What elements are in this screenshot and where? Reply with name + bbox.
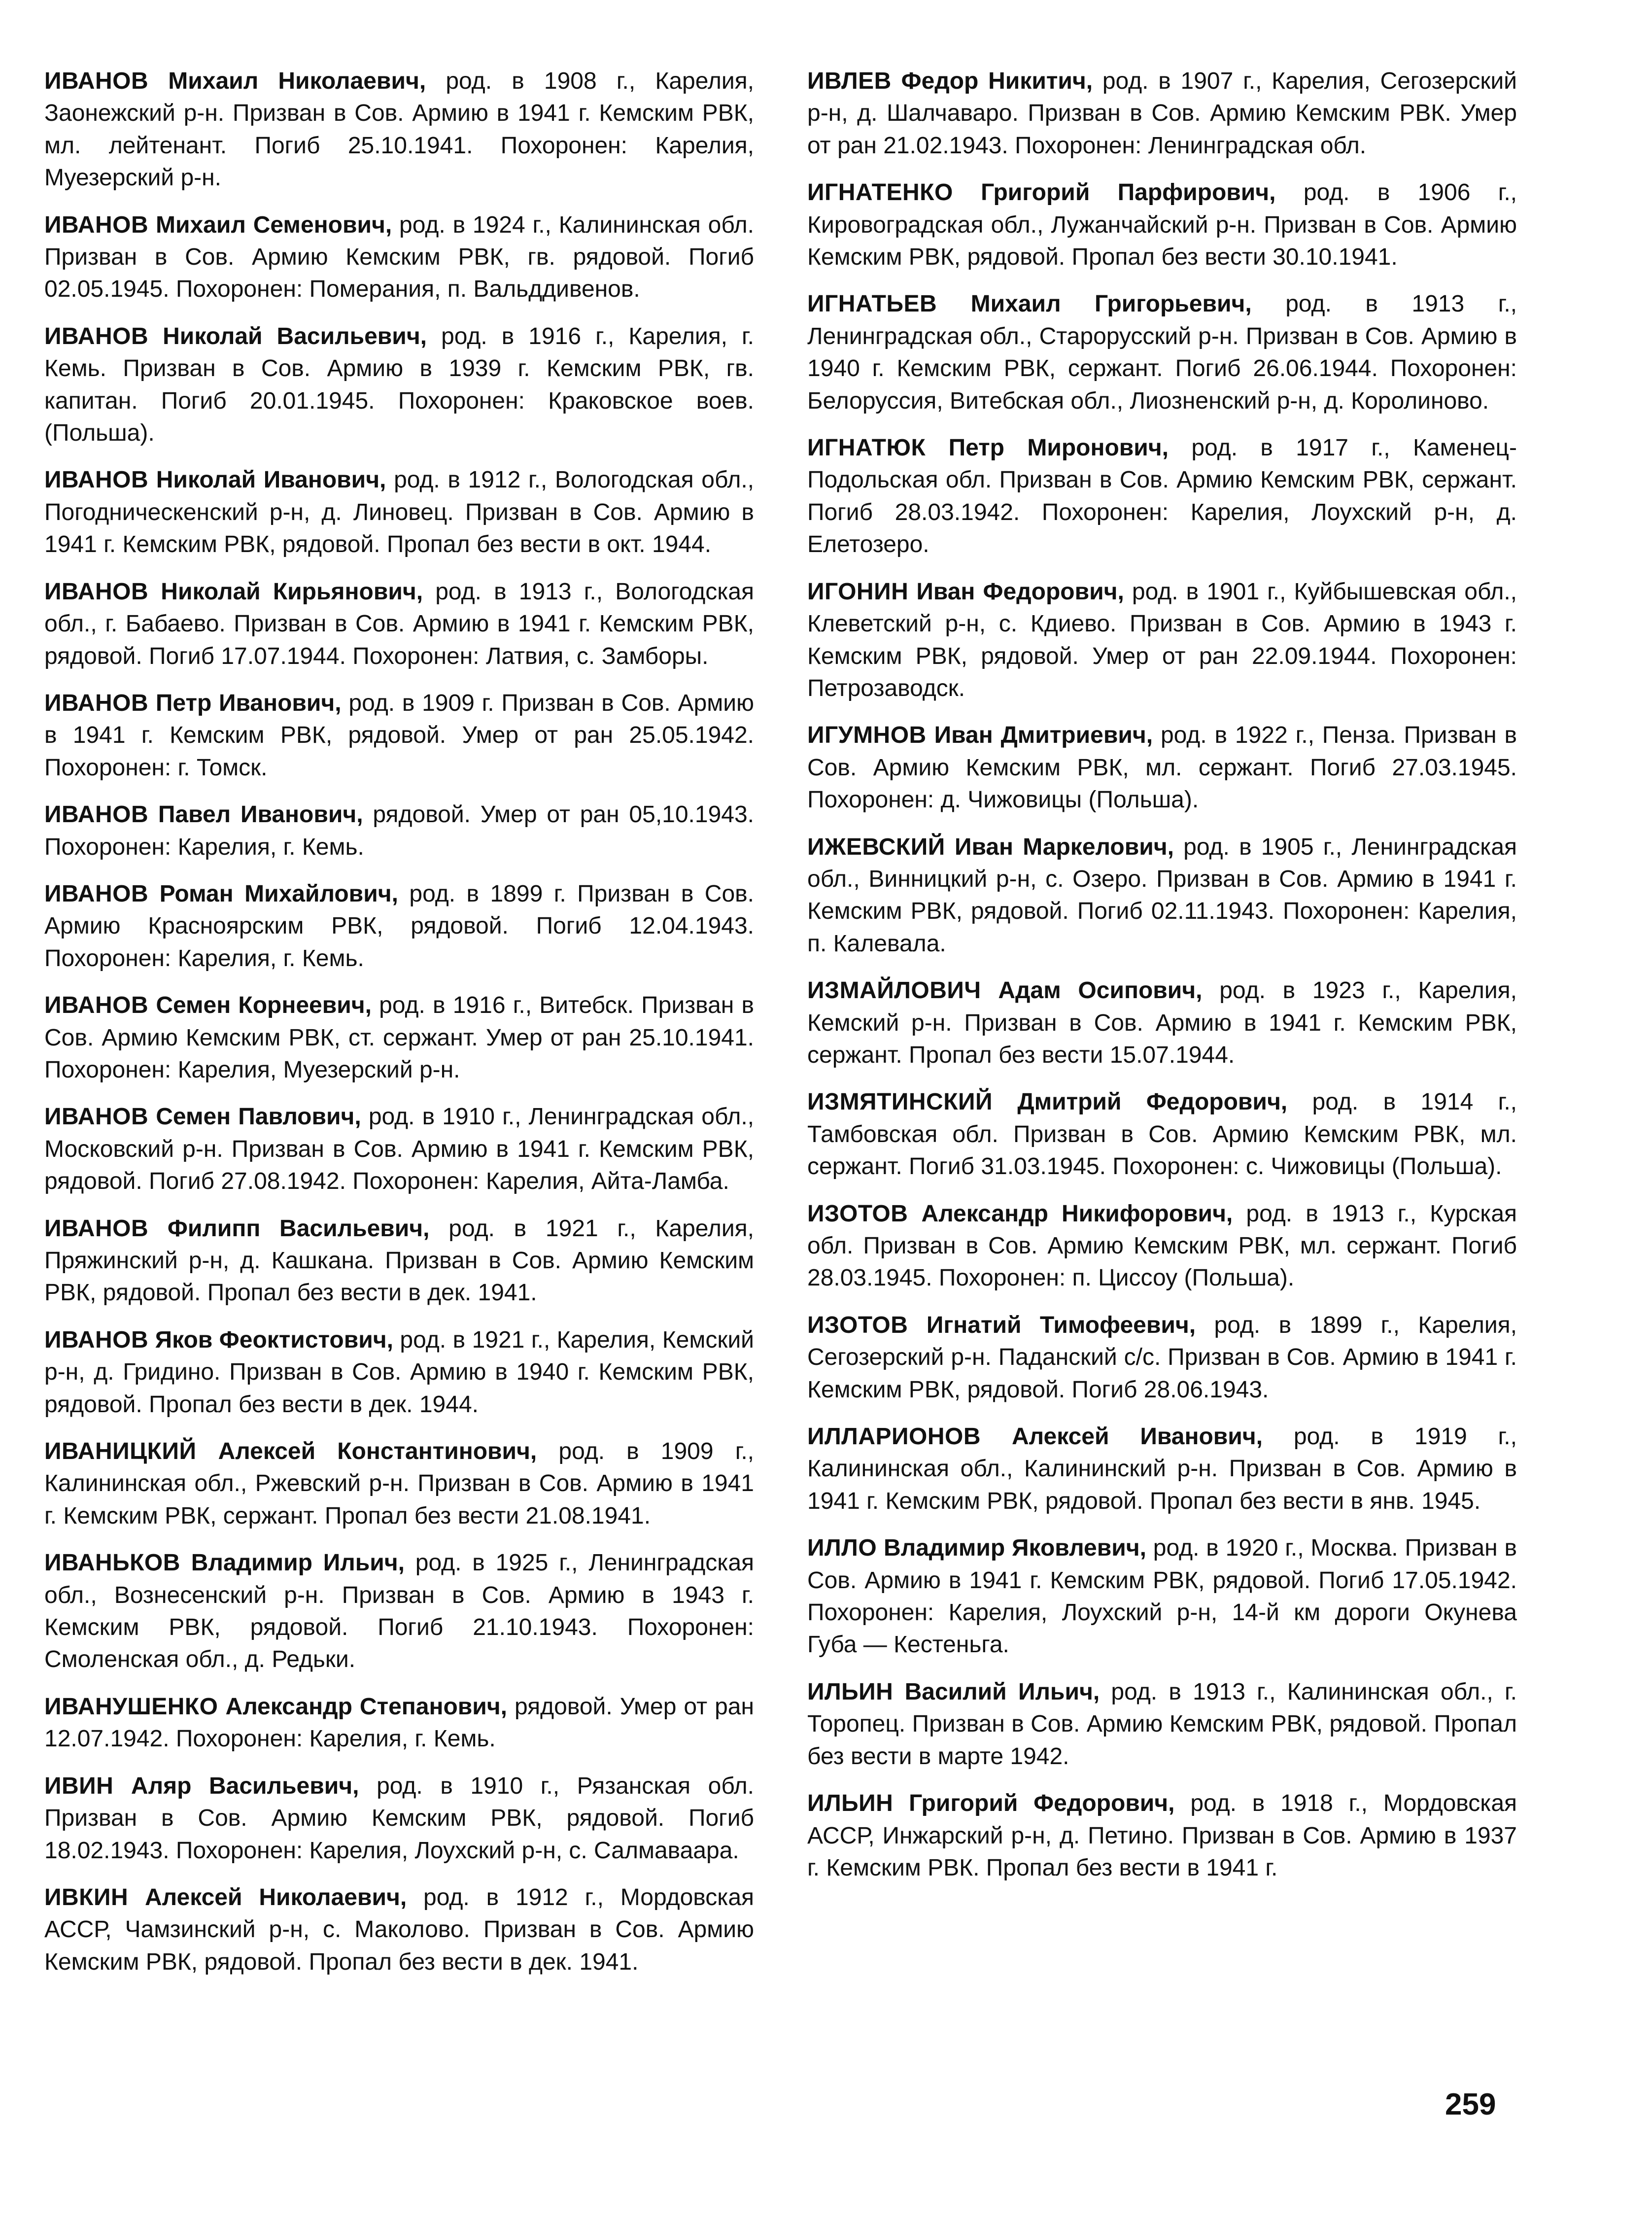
entry-text: род. в 1920 г., Москва. Призван в Сов. Армию в 1941 г. Кемским РВК, рядовой. Погиб 17.05.1942. Похоронен: Карелия, Лоухский р-н, 14-й км дороги Окунева Губа — Кестеньга. [807,1535,1517,1658]
entry-given-name: Иван Федорович, [916,578,1124,605]
register-entry [44,989,754,1086]
entry-given-name: Яков Феоктистович, [155,1326,393,1353]
entry-text: род. в 1913 г., Курская обл. Призван в Сов. Армию Кемским РВК, мл. сержант. Погиб 28.03.1945. Похоронен: п. Циссоу (Польша). [807,1200,1517,1291]
entry-surname: ИВАНУШЕНКО [44,1693,218,1720]
register-entry [807,1787,1517,1884]
entry-text: род. в 1912 г., Мордовская АССР, Чамзинский р-н, с. Маколово. Призван в Сов. Армию Кемским РВК, рядовой. Пропал без вести в дек. 1941. [44,1884,755,1975]
entry-given-name: Алексей Николаевич, [145,1884,407,1911]
entry-given-name: Иван Маркелович, [954,834,1174,860]
entry-surname: ИВКИН [44,1884,129,1911]
entry-surname: ИЗОТОВ [807,1312,908,1338]
entry-text: род. в 1910 г., Ленинградская обл., Московский р-н. Призван в Сов. Армию в 1941 г. Кемским РВК, рядовой. Погиб 27.08.1942. Похоронен: Карелия, Айта-Ламба. [44,1104,754,1195]
register-entry [44,1324,754,1421]
entry-text: род. в 1908 г., Карелия, Заонежский р-н. Призван в Сов. Армию в 1941 г. Кемским РВК, мл. лейтенант. Погиб 25.10.1941. Похоронен: Карелия, Муезерский р-н. [44,68,754,191]
entry-text: род. в 1925 г., Ленинградская обл., Вознесенский р-н. Призван в Сов. Армию в 1943 г. Кемским РВК, рядовой. Погиб 21.10.1943. Похоронен: Смоленская обл., д. Редьки. [44,1550,754,1673]
entry-text: род. в 1899 г., Карелия, Сегозерский р-н. Паданский с/с. Призван в Сов. Армию в 1941 г. Кемским РВК, рядовой. Погиб 28.06.1943. [807,1312,1517,1403]
entry-surname: ИВАНОВ [44,801,149,828]
entry-given-name: Петр Иванович, [155,690,342,716]
entry-surname: ИЛЬИН [807,1678,894,1705]
entry-given-name: Михаил Семенович, [155,211,392,238]
register-entry [44,1101,754,1197]
entry-surname: ИЗМАЙЛОВИЧ [807,977,981,1004]
register-entry [807,576,1517,705]
entry-given-name: Алексей Константинович, [218,1438,537,1465]
entry-text: род. в 1905 г., Ленинградская обл., Винницкий р-н, с. Озеро. Призван в Сов. Армию в 1941 г. Кемским РВК, рядовой. Погиб 02.11.1943. Похоронен: Карелия, п. Калевала. [807,834,1517,957]
register-entry [44,1547,754,1676]
entry-given-name: Владимир Яковлевич, [884,1535,1146,1562]
entry-given-name: Николай Иванович, [156,467,386,493]
register-entry [44,1691,754,1755]
entry-surname: ИГНАТЕНКО [807,179,953,206]
page-number: 259 [1445,2087,1496,2121]
entry-text: род. в 1899 г. Призван в Сов. Армию Красноярским РВК, рядовой. Погиб 12.04.1943. Похоронен: Карелия, г. Кемь. [44,880,754,972]
entry-text: род. в 1909 г., Калининская обл., Ржевский р-н. Призван в Сов. Армию в 1941 г. Кемским РВК, сержант. Пропал без вести 21.08.1941. [44,1438,755,1529]
entry-surname: ИВИН [44,1772,114,1799]
entry-given-name: Григорий Парфирович, [981,179,1276,206]
entry-surname: ИВАНОВ [44,690,149,716]
entry-given-name: Алексей Иванович, [1011,1424,1263,1450]
entry-given-name: Александр Степанович, [225,1693,507,1720]
entry-text: род. в 1918 г., Мордовская АССР, Инжарский р-н, д. Петино. Призван в Сов. Армию в 1937 г. Кемским РВК. Пропал без вести в 1941 г. [807,1790,1517,1881]
register-entry [807,831,1517,960]
entry-surname: ИВАНОВ [44,211,149,238]
entry-text: рядовой. Умер от ран 12.07.1942. Похоронен: Карелия, г. Кемь. [44,1693,754,1752]
entry-surname: ИЛЛО [807,1535,877,1562]
entry-given-name: Аляр Васильевич, [131,1772,359,1799]
entry-given-name: Григорий Федорович, [909,1790,1175,1817]
entry-surname: ИВАНОВ [44,1326,149,1353]
entry-surname: ИЛЛАРИОНОВ [807,1424,981,1450]
entry-given-name: Николай Кирьянович, [161,578,423,605]
entry-given-name: Михаил Григорьевич, [970,291,1252,317]
entry-surname: ИГУМНОВ [807,722,927,749]
entry-given-name: Николай Васильевич, [163,323,427,349]
register-entry [807,719,1517,816]
entry-surname: ИВАНОВ [44,992,149,1019]
entry-given-name: Василий Ильич, [904,1678,1100,1705]
entry-text: род. в 1923 г., Карелия, Кемский р-н. Призван в Сов. Армию в 1941 г. Кемским РВК, сержант. Пропал без вести 15.07.1944. [807,977,1517,1068]
register-entry [807,1421,1517,1517]
register-entry [807,1532,1517,1661]
register-entry [807,65,1517,162]
entry-text: род. в 1906 г., Кировоградская обл., Лужанчайский р-н. Призван в Сов. Армию Кемским РВК, рядовой. Пропал без вести 30.10.1941. [807,179,1517,271]
entry-surname: ИГОНИН [807,578,909,605]
register-entry [44,1435,754,1532]
entry-surname: ИВАНОВ [44,1104,149,1130]
entry-text: род. в 1907 г., Карелия, Сегозерский р-н, д. Шалчаваро. Призван в Сов. Армию Кемским РВК. Умер от ран 21.02.1943. Похоронен: Ленинградская обл. [807,68,1517,159]
entry-text: род. в 1901 г., Куйбышевская обл., Клеветский р-н, с. Кдиево. Призван в Сов. Армию в 1943 г. Кемским РВК, рядовой. Умер от ран 22.09.1944. Похоронен: Петрозаводск. [807,578,1517,701]
entry-given-name: Филипп Васильевич, [167,1215,430,1242]
entry-text: род. в 1916 г., Витебск. Призван в Сов. Армию Кемским РВК, ст. сержант. Умер от ран 25.10.1941. Похоронен: Карелия, Муезерский р-н. [44,992,755,1083]
entry-text: род. в 1921 г., Карелия, Пряжинский р-н, д. Кашкана. Призван в Сов. Армию Кемским РВК, рядовой. Пропал без вести в дек. 1941. [44,1215,755,1306]
entry-surname: ИЗМЯТИНСКИЙ [807,1089,993,1115]
register-entry [44,320,754,450]
entry-surname: ИВЛЕВ [807,68,892,94]
entry-text: род. в 1916 г., Карелия, г. Кемь. Призван в Сов. Армию в 1939 г. Кемским РВК, гв. капитан. Погиб 20.01.1945. Похоронен: Краковское воев. (Польша). [44,323,755,447]
entry-text: род. в 1913 г., Ленинградская обл., Старорусский р-н. Призван в Сов. Армию в 1940 г. Кемским РВК, сержант. Погиб 26.06.1944. Похоронен: Белоруссия, Витебская обл., Лиозненский р-н, д. Королиново. [807,291,1517,414]
entry-surname: ИЛЬИН [807,1790,894,1817]
register-entry [44,209,754,306]
register-entry [44,799,754,863]
register-entry [807,176,1517,273]
register-entry [807,432,1517,561]
entry-text: род. в 1910 г., Рязанская обл. Призван в Сов. Армию Кемским РВК, рядовой. Погиб 18.02.1943. Похоронен: Карелия, Лоухский р-н, с. Салмаваара. [44,1772,755,1864]
left-column [44,65,754,1993]
entry-text: род. в 1913 г., Вологодская обл., г. Бабаево. Призван в Сов. Армию в 1941 г. Кемским РВК, рядовой. Погиб 17.07.1944. Похоронен: Латвия, с. Замборы. [44,578,754,669]
entry-surname: ИГНАТЮК [807,435,926,461]
entry-text: род. в 1921 г., Карелия, Кемский р-н, д. Гридино. Призван в Сов. Армию в 1940 г. Кемским РВК, рядовой. Пропал без вести в дек. 1944. [44,1326,754,1418]
entry-surname: ИЖЕВСКИЙ [807,834,945,860]
entry-text: рядовой. Умер от ран 05,10.1943. Похоронен: Карелия, г. Кемь. [44,801,754,860]
entry-text: род. в 1917 г., Каменец-Подольская обл. Призван в Сов. Армию Кемским РВК, сержант. Погиб 28.03.1942. Похоронен: Карелия, Лоухский р-н, д. Елетозеро. [807,435,1517,558]
register-entry [44,687,754,784]
register-entry [807,1309,1517,1406]
entry-surname: ИВАНОВ [44,880,149,907]
register-entry [44,1770,754,1867]
register-entry [44,464,754,560]
entry-given-name: Семен Павлович, [156,1104,361,1130]
register-entry [44,65,754,194]
register-entry [44,1213,754,1309]
register-entry [807,1676,1517,1772]
entry-given-name: Семен Корнеевич, [156,992,372,1019]
entry-given-name: Дмитрий Федорович, [1017,1089,1288,1115]
entry-surname: ИВАНОВ [44,578,149,605]
entry-text: род. в 1909 г. Призван в Сов. Армию в 1941 г. Кемским РВК, рядовой. Умер от ран 25.05.1942. Похоронен: г. Томск. [44,690,755,781]
entry-given-name: Игнатий Тимофеевич, [926,1312,1196,1338]
entry-text: род. в 1914 г., Тамбовская обл. Призван в Сов. Армию Кемским РВК, мл. сержант. Погиб 31.03.1945. Похоронен: с. Чижовицы (Польша). [807,1089,1517,1180]
register-entry [44,576,754,672]
entry-surname: ИВАНОВ [44,323,149,349]
entry-given-name: Павел Иванович, [158,801,363,828]
entry-surname: ИВАНИЦКИЙ [44,1438,197,1465]
right-column [807,65,1517,1899]
entry-text: род. в 1922 г., Пенза. Призван в Сов. Армию Кемским РВК, мл. сержант. Погиб 27.03.1945. Похоронен: д. Чижовицы (Польша). [807,722,1517,813]
entry-given-name: Петр Миронович, [948,435,1169,461]
entry-given-name: Иван Дмитриевич, [934,722,1153,749]
entry-surname: ИЗОТОВ [807,1200,908,1227]
entry-surname: ИВАНОВ [44,68,149,94]
register-entry [44,1881,754,1978]
entry-given-name: Михаил Николаевич, [168,68,426,94]
register-entry [807,1198,1517,1294]
register-entry [807,1086,1517,1182]
entry-surname: ИВАНОВ [44,1215,149,1242]
entry-given-name: Адам Осипович, [998,977,1203,1004]
entry-text: род. в 1912 г., Вологодская обл., Погодническенский р-н, д. Линовец. Призван в Сов. Армию в 1941 г. Кемским РВК, рядовой. Пропал без вести в окт. 1944. [44,467,755,558]
entry-surname: ИГНАТЬЕВ [807,291,937,317]
register-entry [44,878,754,974]
entry-given-name: Роман Михайлович, [159,880,398,907]
entry-text: род. в 1919 г., Калининская обл., Калининский р-н. Призван в Сов. Армию в 1941 г. Кемским РВК, рядовой. Пропал без вести в янв. 1945. [807,1424,1517,1514]
register-entry [807,288,1517,417]
register-entry [807,974,1517,1071]
entry-surname: ИВАНЬКОВ [44,1550,180,1576]
entry-surname: ИВАНОВ [44,467,149,493]
entry-text: род. в 1924 г., Калининская обл. Призван в Сов. Армию Кемским РВК, гв. рядовой. Погиб 02.05.1945. Похоронен: Померания, п. Вальддивенов. [44,211,754,303]
entry-text: род. в 1913 г., Калининская обл., г. Торопец. Призван в Сов. Армию Кемским РВК, рядовой. Пропал без вести в марте 1942. [807,1678,1517,1770]
entry-given-name: Александр Никифорович, [921,1200,1233,1227]
entry-given-name: Федор Никитич, [901,68,1093,94]
entry-given-name: Владимир Ильич, [191,1550,405,1576]
